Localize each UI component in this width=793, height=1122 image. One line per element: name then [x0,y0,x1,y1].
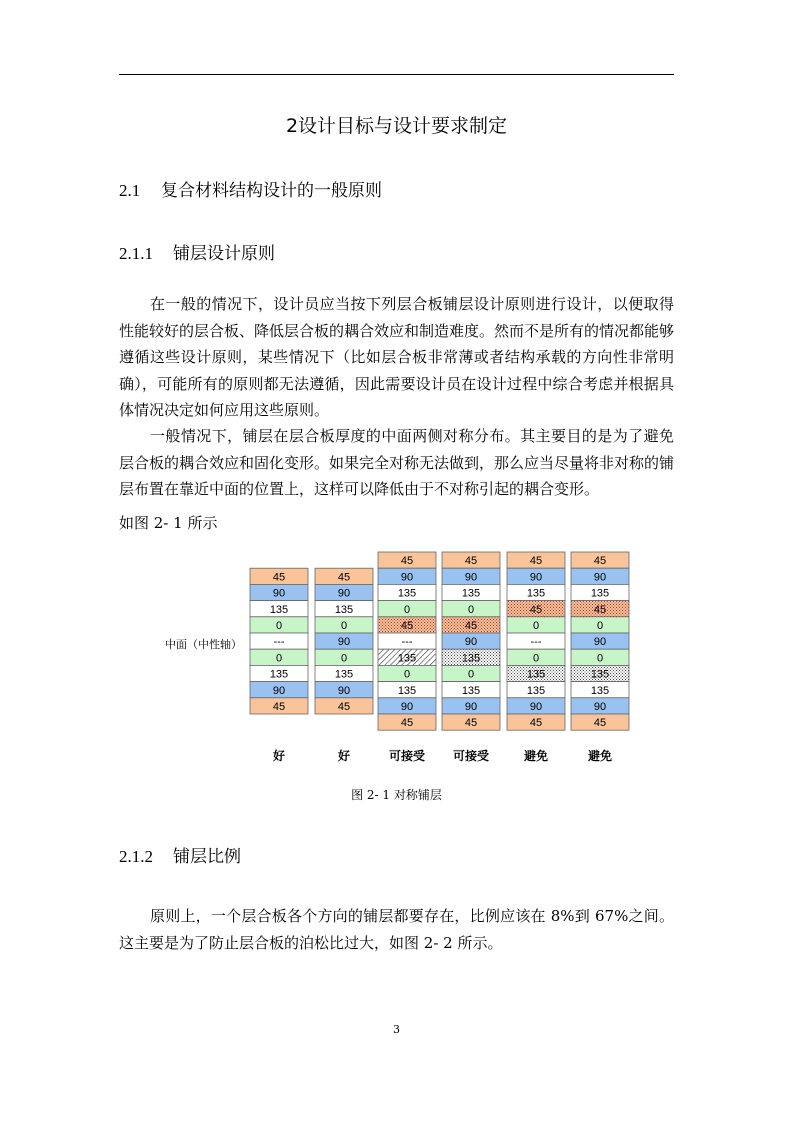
ply-angle-label: 0 [275,620,283,632]
layup-columns [250,552,629,763]
page-number: 3 [393,1023,400,1036]
ply-angle-label: 90 [529,571,543,584]
section-title: 铺层比例 [173,847,241,867]
layup-column [378,552,436,763]
layup-column [315,568,373,763]
column-rating-label: 可接受 [452,749,490,763]
ply-angle-label: 135 [526,684,546,697]
section-heading-2-1-1 [119,243,275,265]
layup-column [571,552,629,763]
ply-angle-label: 45 [400,620,414,632]
ply-angle-label: 90 [464,636,478,649]
ply-angle-label: 0 [467,668,475,681]
ply-angle-label: 135 [334,668,354,681]
ply-angle-label: 90 [400,571,414,584]
ply-angle-label: 0 [532,620,540,632]
ply-angle-label: 90 [337,636,351,649]
ply-angle-label: 45 [464,717,478,730]
mid-plane-label: 中面（中性轴） [165,638,242,651]
ply-angle-label: 90 [337,684,351,697]
ply-angle-label: 45 [593,555,607,568]
ply-angle-label: 45 [593,717,607,730]
figure-reference-line: 如图 2- 1 所示 [119,514,218,532]
section-number: 2.1.1 [119,244,153,263]
ply-angle-label: 135 [334,603,354,616]
ply-angle-label: 45 [337,701,351,713]
ply-angle-label: 45 [337,571,351,584]
ply-angle-label: 0 [340,620,348,632]
column-rating-label: 避免 [523,749,549,763]
layup-column [250,568,308,763]
layup-column [442,552,500,763]
ply-angle-label: 0 [340,652,348,665]
section-heading-2-1 [119,180,382,202]
ply-angle-label: 90 [593,701,607,713]
section-heading-2-1-2 [119,846,241,868]
ply-angle-label: --- [530,636,542,649]
ply-angle-label: --- [401,636,413,649]
ply-angle-label: 90 [272,684,286,697]
section-title: 复合材料结构设计的一般原则 [161,181,382,201]
ply-angle-label: 0 [403,603,411,616]
ply-angle-label: 135 [461,652,481,665]
ply-angle-label: 135 [397,652,417,665]
ply-angle-label: 135 [461,587,481,600]
ply-angle-label: 45 [529,555,543,568]
column-rating-label: 好 [272,749,286,763]
column-rating-label: 可接受 [388,749,426,763]
ply-angle-label: 135 [526,587,546,600]
ply-angle-label: 45 [529,717,543,730]
ply-angle-label: 0 [275,652,283,665]
ply-angle-label: 90 [337,587,351,600]
ply-angle-label: 0 [596,652,604,665]
ply-angle-label: 90 [272,587,286,600]
ply-angle-label: 0 [532,652,540,665]
column-rating-label: 好 [337,749,351,763]
paragraph-2: 一般情况下，铺层在层合板厚度的中面两侧对称分布。其主要目的是为了避免层合板的耦合效应和固化变形。如果完全对称无法做到，那么应当尽量将非对称的铺层布置在靠近中面的位置上，这样可以降低由于不对称引起的耦合变形。 [119,427,675,498]
ply-angle-label: 0 [596,620,604,632]
ply-angle-label: 135 [461,684,481,697]
chapter-title: 2设计目标与设计要求制定 [285,115,508,137]
ply-angle-label: 45 [400,717,414,730]
ply-angle-label: 90 [593,636,607,649]
header-rule [119,74,674,75]
section-number: 2.1.2 [119,847,153,866]
ply-angle-label: 135 [590,587,610,600]
ply-angle-label: 135 [269,603,289,616]
ply-angle-label: 90 [529,701,543,713]
section-number: 2.1 [119,181,141,200]
ply-angle-label: 0 [467,603,475,616]
ply-angle-label: 45 [272,571,286,584]
ply-angle-label: 90 [593,571,607,584]
ply-angle-label: --- [273,636,285,649]
ply-angle-label: 90 [400,701,414,713]
ply-angle-label: 90 [464,571,478,584]
ply-angle-label: 45 [593,603,607,616]
ply-angle-label: 90 [464,701,478,713]
ply-angle-label: 0 [403,668,411,681]
ply-angle-label: 135 [397,684,417,697]
ply-angle-label: 135 [590,684,610,697]
ply-angle-label: 45 [464,620,478,632]
paragraph-3: 原则上，一个层合板各个方向的铺层都要存在，比例应该在 8%到 67%之间。这主要是为了防止层合板的泊松比过大，如图 2- 2 所示。 [119,907,674,952]
ply-angle-label: 135 [269,668,289,681]
ply-angle-label: 135 [526,668,546,681]
figure-caption: 图 2- 1 对称铺层 [351,788,442,802]
section-title: 铺层设计原则 [173,244,275,264]
column-rating-label: 避免 [587,749,613,763]
ply-angle-label: 135 [590,668,610,681]
ply-angle-label: 45 [529,603,543,616]
ply-angle-label: 135 [397,587,417,600]
ply-angle-label: 45 [272,701,286,713]
ply-angle-label: 45 [464,555,478,568]
layup-column [507,552,565,763]
symmetric-layup-figure [160,550,640,770]
ply-angle-label: 45 [400,555,414,568]
paragraph-1: 在一般的情况下，设计员应当按下列层合板铺层设计原则进行设计，以便取得性能较好的层合板、降低层合板的耦合效应和制造难度。然而不是所有的情况都能够遵循这些设计原则，某些情况下（比如层合板非常薄或者结构承载的方向性非常明确），可能所有的原则都无法遵循，因此需要设计员在设计过程中综合考虑并根据具体情况决定如何应用这些原则。 [119,295,675,419]
